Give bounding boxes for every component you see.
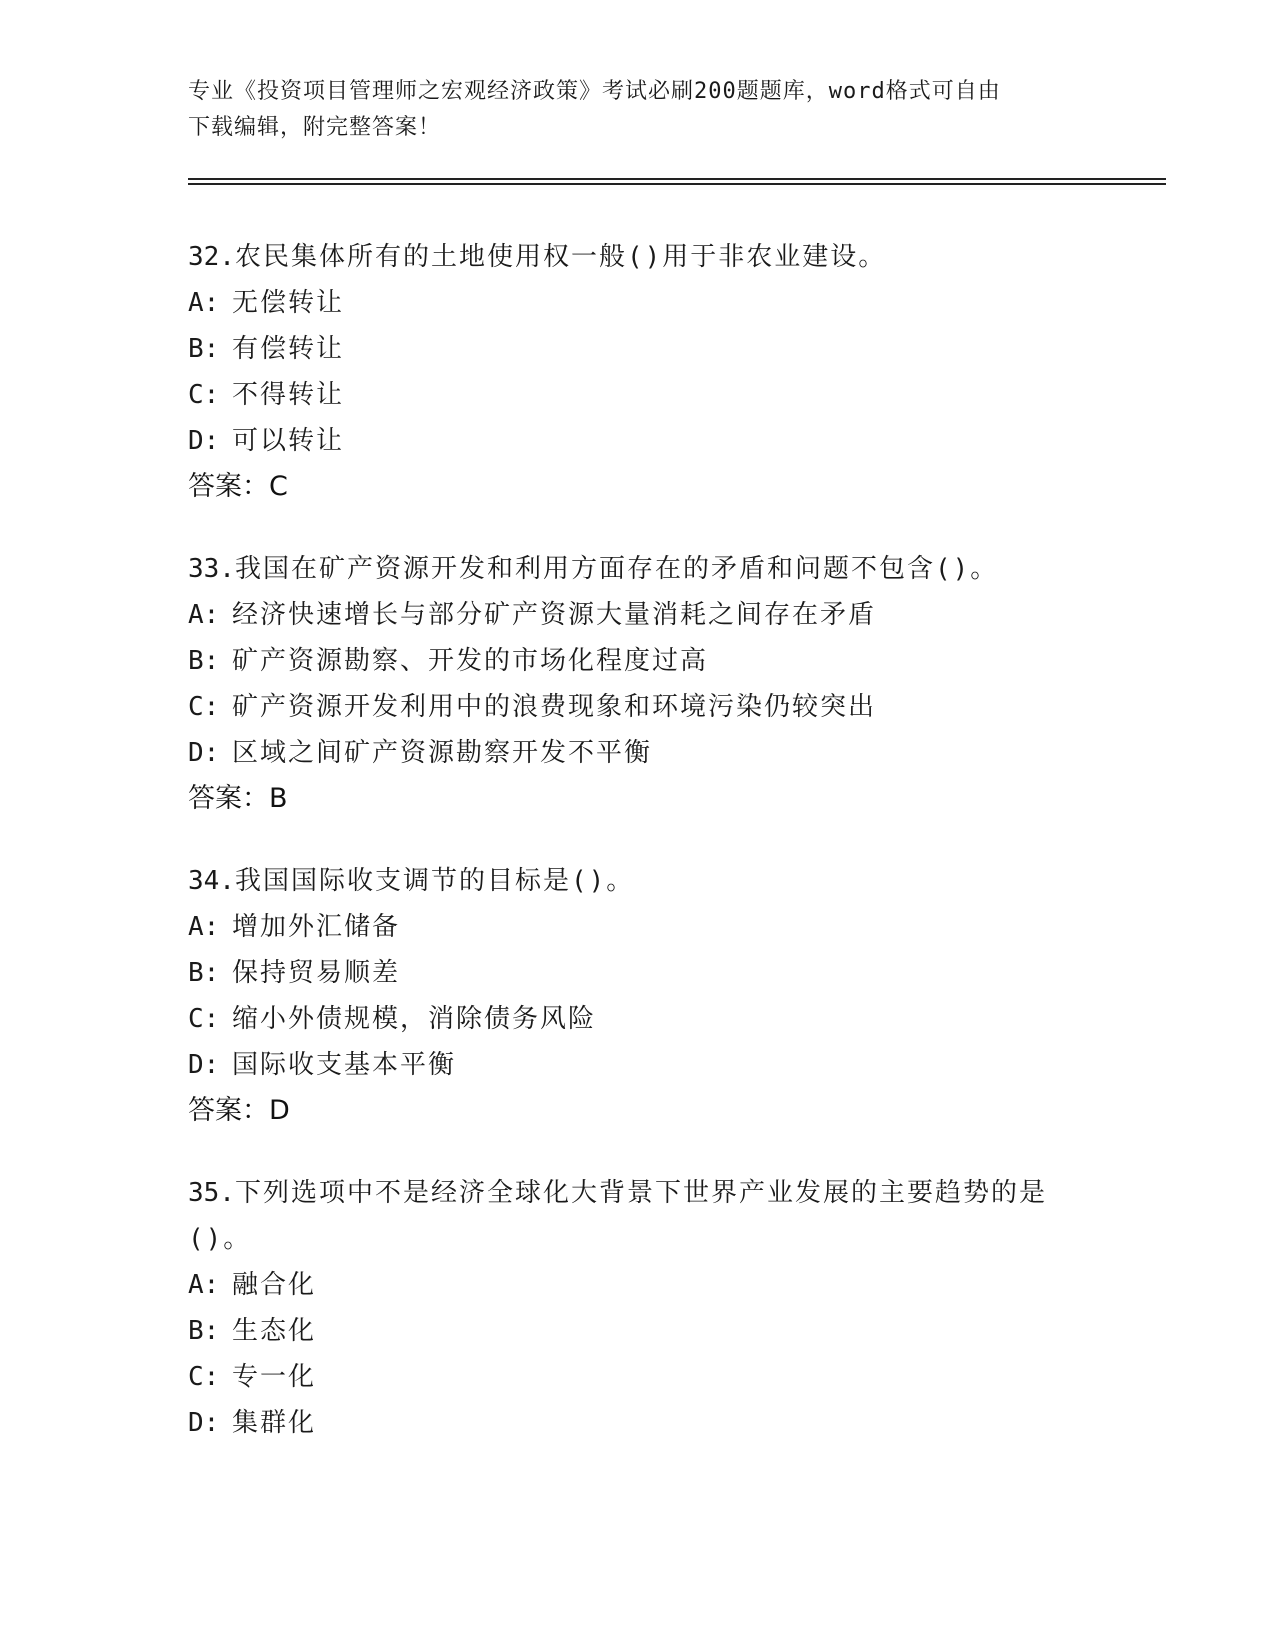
option-b: [188, 950, 1088, 996]
option-key: B:: [188, 646, 220, 676]
question-text: 农民集体所有的土地使用权一般()用于非农业建设。: [234, 242, 887, 272]
answer-line: 答案：B: [188, 783, 288, 814]
option-text: 融合化: [232, 1270, 317, 1300]
question-text: 我国在矿产资源开发和利用方面存在的矛盾和问题不包含()。: [234, 554, 999, 584]
question-stem: [188, 546, 1088, 592]
option-key: C:: [188, 1362, 220, 1392]
question-number: 33.: [188, 554, 235, 584]
option-text: 区域之间矿产资源勘察开发不平衡: [232, 738, 653, 768]
option-a: [188, 280, 1088, 326]
option-text: 有偿转让: [232, 334, 345, 364]
option-key: A:: [188, 912, 220, 942]
option-key: C:: [188, 692, 220, 722]
option-d: [188, 1042, 1088, 1088]
question-stem: [188, 234, 1088, 280]
header-line-1: 专业《投资项目管理师之宏观经济政策》考试必刷200题题库，word格式可自由: [188, 79, 1001, 104]
option-key: D:: [188, 426, 220, 456]
option-text: 国际收支基本平衡: [232, 1050, 457, 1080]
answer-line: 答案：C: [188, 471, 288, 502]
option-a: [188, 1262, 1088, 1308]
option-text: 矿产资源勘察、开发的市场化程度过高: [232, 646, 709, 676]
option-key: D:: [188, 1408, 220, 1438]
option-text: 集群化: [232, 1408, 317, 1438]
option-key: D:: [188, 738, 220, 768]
option-b: [188, 1308, 1088, 1354]
question-list: [188, 234, 1088, 1482]
option-text: 无偿转让: [232, 288, 345, 318]
option-c: [188, 996, 1088, 1042]
document-header: [188, 74, 1068, 146]
option-c: [188, 684, 1088, 730]
header-line-2: 下载编辑，附完整答案！: [188, 115, 442, 140]
question-text: 我国国际收支调节的目标是()。: [234, 866, 635, 896]
question-number: 35.: [188, 1178, 235, 1208]
option-key: C:: [188, 380, 220, 410]
option-text: 经济快速增长与部分矿产资源大量消耗之间存在矛盾: [232, 600, 877, 630]
option-key: B:: [188, 1316, 220, 1346]
option-text: 缩小外债规模，消除债务风险: [232, 1004, 597, 1034]
question-stem: [188, 858, 1088, 904]
option-text: 不得转让: [232, 380, 345, 410]
header-divider-bottom: [188, 183, 1166, 185]
option-c: [188, 372, 1088, 418]
option-a: [188, 592, 1088, 638]
option-text: 可以转让: [232, 426, 345, 456]
header-divider-top: [188, 178, 1166, 180]
option-b: [188, 326, 1088, 372]
option-b: [188, 638, 1088, 684]
option-key: A:: [188, 1270, 220, 1300]
option-d: [188, 418, 1088, 464]
option-text: 保持贸易顺差: [232, 958, 401, 988]
option-key: C:: [188, 1004, 220, 1034]
question-number: 32.: [188, 242, 235, 272]
question-33: [188, 546, 1088, 822]
option-a: [188, 904, 1088, 950]
option-text: 矿产资源开发利用中的浪费现象和环境污染仍较突出: [232, 692, 877, 722]
option-key: B:: [188, 958, 220, 988]
option-key: B:: [188, 334, 220, 364]
option-text: 专一化: [232, 1362, 317, 1392]
option-d: [188, 1400, 1088, 1446]
question-34: [188, 858, 1088, 1134]
question-text: 下列选项中不是经济全球化大背景下世界产业发展的主要趋势的是()。: [188, 1178, 1047, 1254]
option-d: [188, 730, 1088, 776]
question-stem: [188, 1170, 1088, 1262]
option-c: [188, 1354, 1088, 1400]
answer-line: 答案：D: [188, 1095, 290, 1126]
option-text: 生态化: [232, 1316, 317, 1346]
option-text: 增加外汇储备: [232, 912, 401, 942]
option-key: D:: [188, 1050, 220, 1080]
question-35: [188, 1170, 1088, 1446]
option-key: A:: [188, 288, 220, 318]
question-32: [188, 234, 1088, 510]
option-key: A:: [188, 600, 220, 630]
question-number: 34.: [188, 866, 235, 896]
